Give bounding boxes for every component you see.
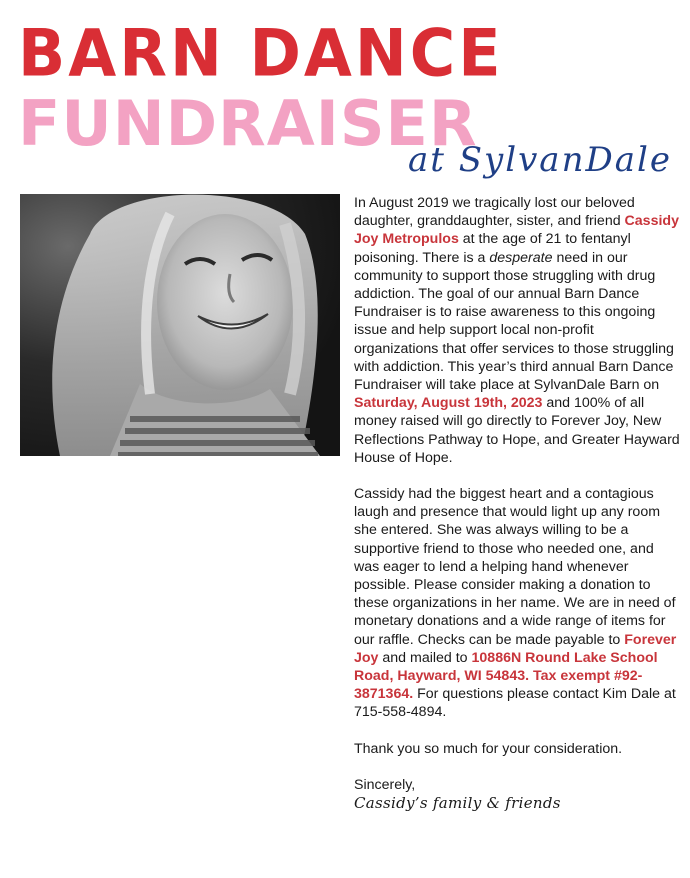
intro-text-2: at the age of 21 to fentanyl poisoning. There is a [354,231,631,266]
paragraph-donation [354,485,680,722]
highlight-tax-exempt: Tax exempt #92-3871364. [354,668,643,703]
donation-text-1: Cassidy had the biggest heart and a contagious laugh and presence that would light up any room she entered. She was always willing to be a supportive friend to those who needed one, and was eager to lend a helping hand whenever possible. Please consider making a donation to these organizations in her name. We are in need of monetary donations and a wide range of items for our raffle. Checks can be made payable to [354,486,676,648]
title-barn-dance: BARN DANCE [18,14,504,92]
intro-text-4: and 100% of all money raised will go directly to Forever Joy, New Reflections Pathway to Hope, and Greater Hayward House of Hope. [354,395,680,466]
highlight-name: Cassidy Joy Metropulos [354,213,679,248]
highlight-payee: Forever Joy [354,631,677,666]
paragraph-thanks: Thank you so much for your consideration. [354,740,623,757]
memorial-portrait-photo [20,194,340,456]
closing-signature: Cassidy’s family & friends [354,794,561,813]
donation-text-2: and mailed to [378,649,472,666]
highlight-address: 10886N Round Lake School Road, Hayward, WI 54843. [354,649,658,685]
title-fundraiser: FUNDRAISER [18,87,478,160]
paragraph-intro [354,194,680,467]
subtitle-venue: at SylvanDale [407,140,672,180]
highlight-date: Saturday, August 19th, 2023 [354,395,543,412]
emphasis-desperate: desperate [489,249,553,266]
letter-body [354,194,680,812]
intro-text-3: need in our community to support those struggling with drug addiction. The goal of our annual Barn Dance Fundraiser is to raise awareness to this ongoing issue and help support local non-profit organizations that offer services to those struggling with addiction. This year’s third annual Barn Dance Fundraiser will take place at SylvanDale Barn on [354,249,674,394]
closing-sincerely: Sincerely, [354,776,416,793]
donation-text-4: For questions please contact Kim Dale at 715-558-4894. [354,686,676,721]
intro-text-1: In August 2019 we tragically lost our beloved daughter, granddaughter, sister, and friend [354,195,635,230]
